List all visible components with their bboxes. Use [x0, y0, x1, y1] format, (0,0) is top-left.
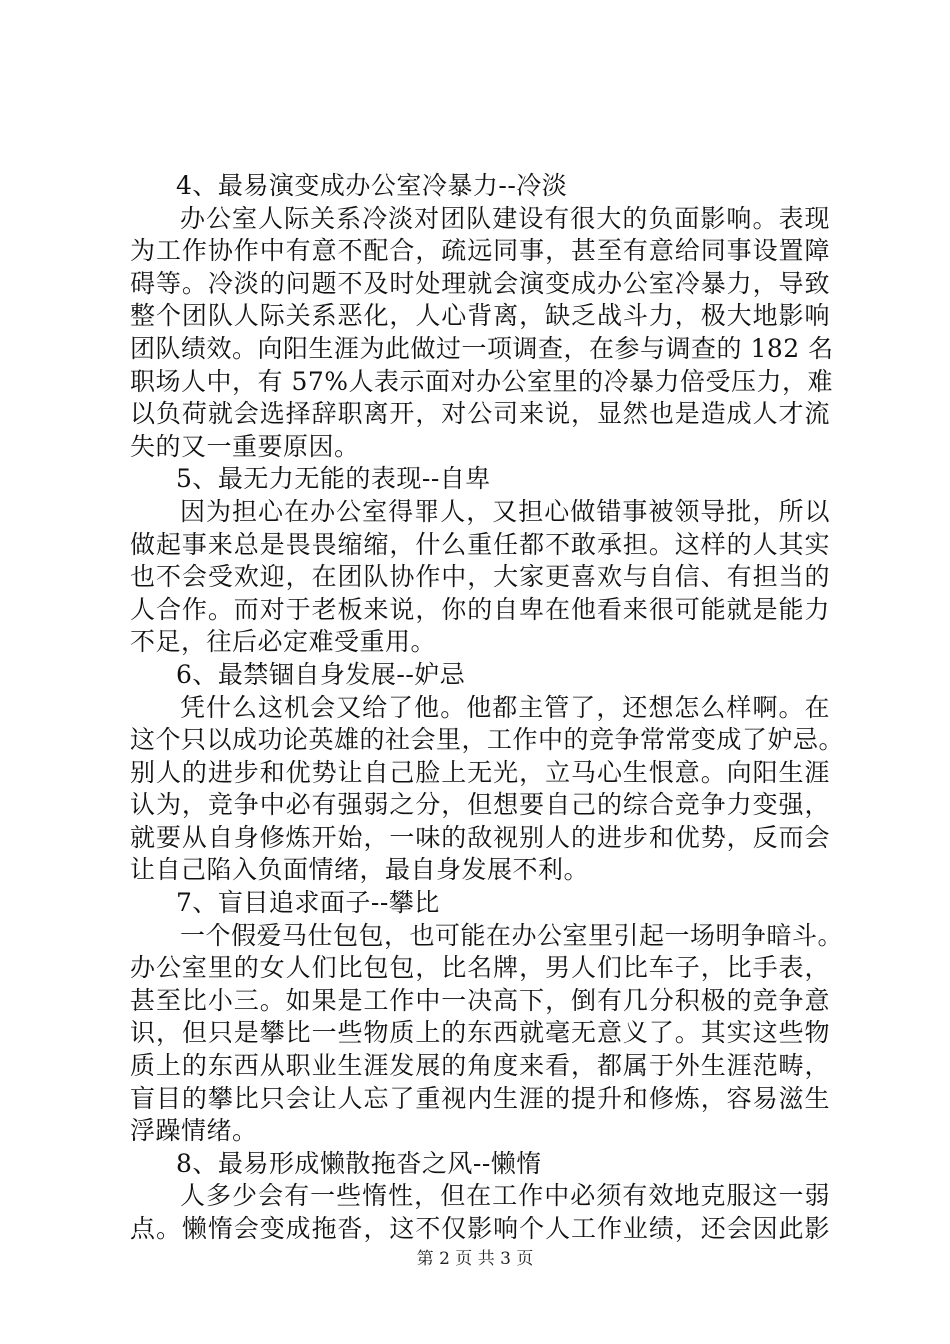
paragraph-line: 盲目的攀比只会让人忘了重视内生涯的提升和修炼，容易滋生 [130, 1083, 830, 1113]
paragraph-line: 就要从自身修炼开始，一味的敌视别人的进步和优势，反而会 [130, 822, 830, 852]
paragraph-line: 浮躁情绪。 [130, 1116, 258, 1146]
document-body [130, 170, 845, 1246]
paragraph-line: 点。懒惰会变成拖沓，这不仅影响个人工作业绩，还会因此影 [130, 1214, 830, 1243]
paragraph-line: 质上的东西从职业生涯发展的角度来看，都属于外生涯范畴， [130, 1051, 830, 1081]
paragraph-line: 人多少会有一些惰性，但在工作中必须有效地克服这一弱 [180, 1181, 830, 1211]
paragraph-line: 凭什么这机会又给了他。他都主管了，还想怎么样啊。在 [180, 692, 830, 722]
paragraph-line: 办公室里的女人们比包包，比名牌，男人们比车子，比手表， [130, 953, 830, 983]
section-heading-8: 8、最易形成懒散拖沓之风--懒惰 [176, 1148, 542, 1178]
section-heading-6: 6、最禁锢自身发展--妒忌 [176, 659, 466, 689]
paragraph-line: 认为，竞争中必有强弱之分，但想要自己的综合竞争力变强， [130, 790, 830, 820]
paragraph-line: 甚至比小三。如果是工作中一决高下，倒有几分积极的竞争意 [130, 985, 830, 1015]
paragraph-line: 失的又一重要原因。 [130, 431, 360, 461]
page-number-label: 第 2 页 共 3 页 [416, 1249, 534, 1269]
page-footer [0, 1244, 950, 1269]
paragraph-line: 也不会受欢迎，在团队协作中，大家更喜欢与自信、有担当的 [130, 562, 830, 592]
section-heading-7: 7、盲目追求面子--攀比 [176, 888, 440, 918]
paragraph-line: 这个只以成功论英雄的社会里，工作中的竞争常常变成了妒忌。 [130, 725, 845, 755]
paragraph-line: 人合作。而对于老板来说，你的自卑在他看来很可能就是能力 [130, 594, 830, 624]
paragraph-line: 职场人中，有 57%人表示面对办公室里的冷暴力倍受压力，难 [130, 366, 834, 396]
section-heading-4: 4、最易演变成办公室冷暴力--冷淡 [176, 171, 568, 200]
paragraph-line: 识，但只是攀比一些物质上的东西就毫无意义了。其实这些物 [130, 1018, 830, 1048]
paragraph-line: 不足，往后必定难受重用。 [130, 627, 437, 657]
paragraph-line: 碍等。冷淡的问题不及时处理就会演变成办公室冷暴力，导致 [130, 268, 830, 298]
paragraph-line: 做起事来总是畏畏缩缩，什么重任都不敢承担。这样的人其实 [130, 529, 830, 559]
paragraph-line: 团队绩效。向阳生涯为此做过一项调查，在参与调查的 182 名 [130, 333, 834, 363]
paragraph-line: 为工作协作中有意不配合，疏远同事，甚至有意给同事设置障 [130, 236, 830, 266]
paragraph-line: 让自己陷入负面情绪，最自身发展不利。 [130, 855, 590, 885]
paragraph-line: 整个团队人际关系恶化，人心背离，缺乏战斗力，极大地影响 [130, 301, 830, 331]
paragraph-line: 别人的进步和优势让自己脸上无光，立马心生恨意。向阳生涯 [130, 757, 830, 787]
paragraph-line: 办公室人际关系冷淡对团队建设有很大的负面影响。表现 [180, 203, 830, 233]
section-heading-5: 5、最无力无能的表现--自卑 [176, 464, 491, 494]
paragraph-line: 一个假爱马仕包包，也可能在办公室里引起一场明争暗斗。 [180, 920, 844, 950]
paragraph-line: 因为担心在办公室得罪人，又担心做错事被领导批，所以 [180, 496, 830, 526]
paragraph-line: 以负荷就会选择辞职离开，对公司来说，显然也是造成人才流 [130, 399, 830, 429]
